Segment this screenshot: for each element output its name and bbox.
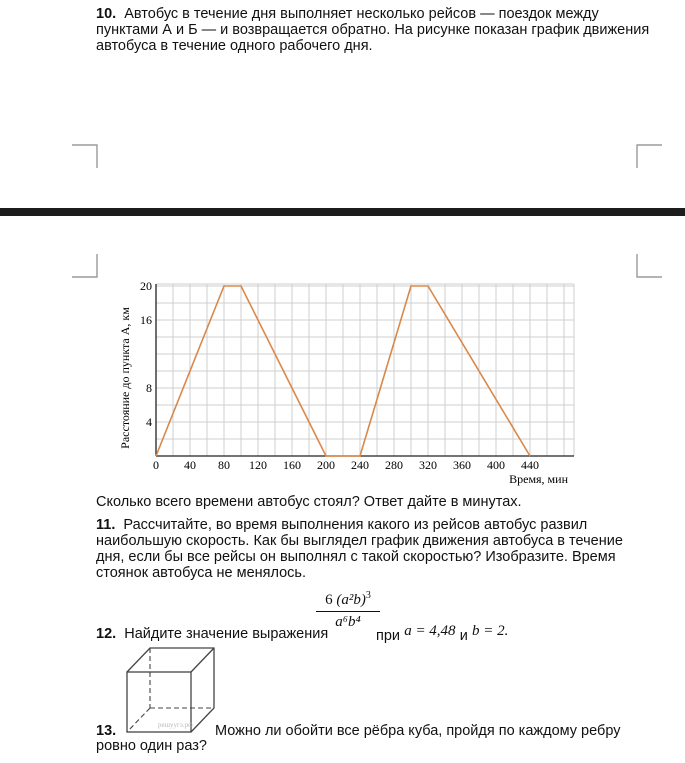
question-13-line1: Можно ли обойти все рёбра куба, пройдя по каждому ребру [215,723,621,739]
x-tick-label: 280 [385,458,403,472]
x-tick-label: 240 [351,458,369,472]
x-tick-label: 320 [419,458,437,472]
question-11: 11. Рассчитайте, во время выполнения какого из рейсов автобус развил наибольшую скорость. Как бы выглядел график движения автобуса в течение дня, если бы все рейсы он выполнял с такой скоростью? Изобразите. Время стоянок автобуса не менялось. [96,517,623,581]
chart-grid [156,284,574,456]
corner-mark-bottom-right [636,254,662,278]
x-tick-label: 120 [249,458,267,472]
question-12: 12. Найдите значение выражения [96,626,329,642]
corner-mark-bottom-left [72,254,98,278]
x-tick-label: 40 [184,458,196,472]
watermark: решуугэ.рф [158,721,193,729]
y-tick-label: 16 [140,313,152,327]
expression-condition: при a = 4,48 и b = 2. [376,623,509,644]
question-10-line3: автобуса в течение одного рабочего дня. [96,38,373,54]
x-tick-label: 80 [218,458,230,472]
page-separator [0,208,685,216]
cube-figure [120,642,220,738]
question-10-line2: пунктами А и Б — и возвращается обратно. На рисунке показан график движения [96,22,650,38]
corner-mark-top-right [636,144,662,168]
question-number: 12. [96,626,117,642]
question-13-number: 13. [96,723,117,739]
fraction-denominator: a⁶b⁴ [335,614,361,630]
question-10-line1: 10. Автобус в течение дня выполняет несколько рейсов — поездок между [96,6,599,22]
x-axis-label: Время, мин [509,472,568,486]
x-tick-label: 360 [453,458,471,472]
fraction-bar [316,611,380,612]
distance-time-chart [110,280,590,490]
y-tick-label: 4 [146,415,152,429]
question-number: 10. [96,6,117,22]
x-tick-label: 440 [521,458,539,472]
expression-fraction [316,586,380,630]
corner-mark-top-left [72,144,98,168]
question-13-line2: ровно один раз? [96,738,207,754]
y-axis-label: Расстояние до пункта А, км [118,307,132,449]
question-10 [96,6,649,54]
fraction-numerator: 6 $(a^2b)^3$ [325,590,371,608]
question-10-prompt: Сколько всего времени автобус стоял? Ответ дайте в минутах. [96,494,522,510]
x-tick-label: 400 [487,458,505,472]
x-tick-label: 0 [153,458,159,472]
x-tick-label: 160 [283,458,301,472]
chart-axes [156,284,574,456]
question-number: 11. [96,517,116,533]
y-tick-label: 20 [140,280,152,293]
y-tick-label: 8 [146,381,152,395]
x-tick-label: 200 [317,458,335,472]
